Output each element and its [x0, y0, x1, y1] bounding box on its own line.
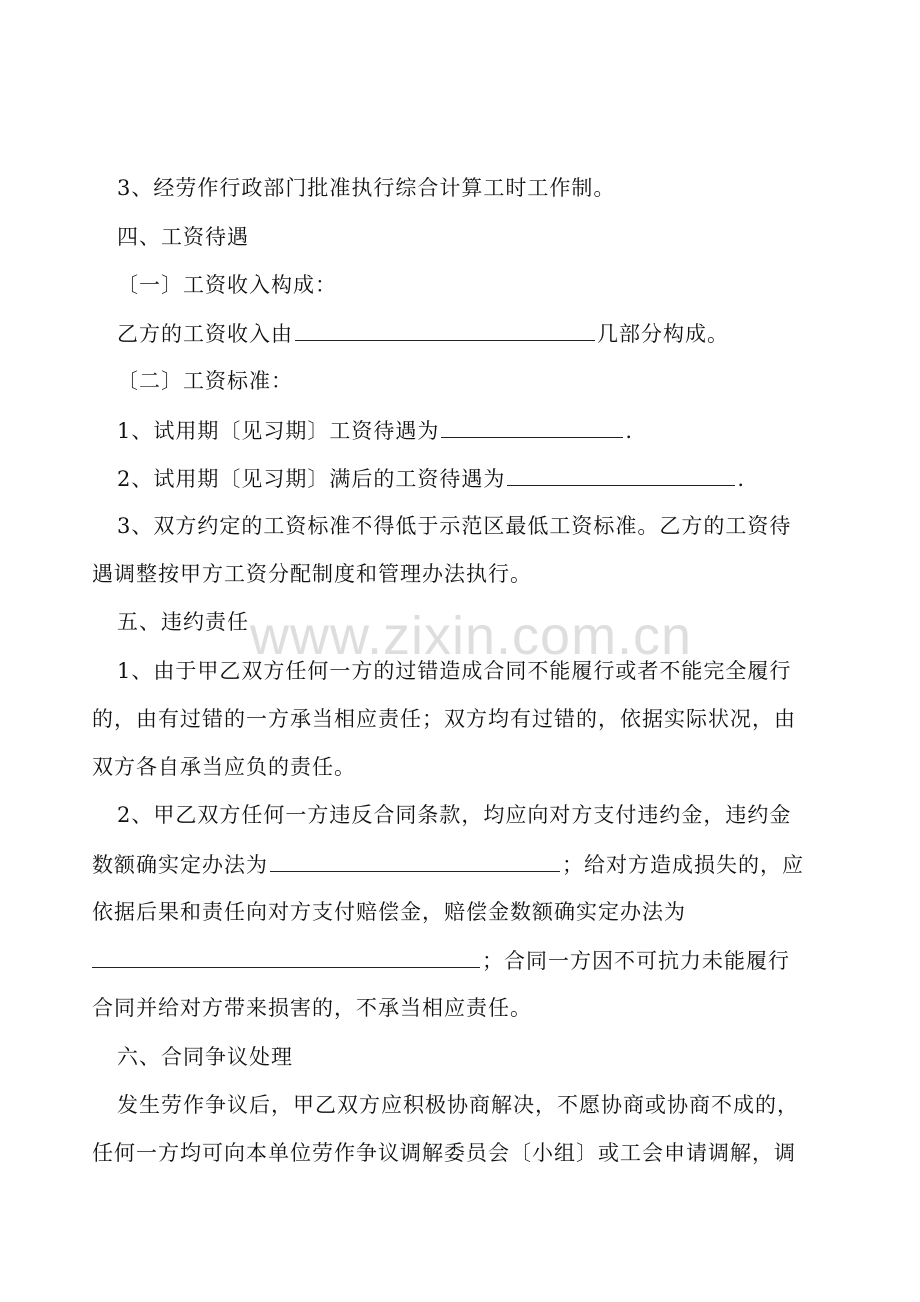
paragraph-line: 3、双方约定的工资标准不得低于示范区最低工资标准。乙方的工资待 [117, 514, 792, 538]
paragraph-line: 合同并给对方带来损害的，不承当相应责任。 [92, 996, 532, 1020]
paragraph-line: 发生劳作争议后，甲乙双方应积极协商解决，不愿协商或协商不成的， [117, 1093, 799, 1117]
fill-in-blank[interactable] [507, 463, 735, 486]
paragraph-line: 乙方的工资收入由 几部分构成。 [117, 318, 857, 349]
paragraph-line: 2、试用期〔见习期〕满后的工资待遇为 . [117, 463, 857, 494]
paragraph-line: 遇调整按甲方工资分配制度和管理办法执行。 [92, 562, 532, 586]
fill-in-blank[interactable] [92, 945, 480, 968]
paragraph-line: 2、甲乙双方任何一方违反合同条款，均应向对方支付违约金，违约金 [117, 803, 792, 827]
paragraph-line: 1、试用期〔见习期〕工资待遇为 . [117, 415, 857, 446]
watermark: www.zixin.com.cn [250, 606, 693, 666]
paragraph-line: 的，由有过错的一方承当相应责任；双方均有过错的，依据实际状况，由 [92, 707, 796, 731]
paragraph-line: ；合同一方因不可抗力未能履行 [92, 945, 832, 976]
paragraph-line: 1、由于甲乙双方任何一方的过错造成合同不能履行或者不能完全履行 [117, 659, 792, 683]
fill-in-blank[interactable] [270, 849, 560, 872]
section-heading-dispute: 六、合同争议处理 [117, 1045, 293, 1069]
section-heading-wages: 四、工资待遇 [117, 225, 249, 249]
section-heading-breach: 五、违约责任 [117, 610, 249, 634]
fill-in-blank[interactable] [441, 415, 623, 438]
subheading-wage-standard: 〔二〕工资标准： [117, 369, 293, 393]
paragraph-line: 3、经劳作行政部门批准执行综合计算工时工作制。 [117, 176, 616, 200]
subheading-income-composition: 〔一〕工资收入构成： [117, 273, 337, 297]
paragraph-line: 双方各自承当应负的责任。 [92, 755, 356, 779]
fill-in-blank[interactable] [295, 318, 595, 341]
paragraph-line: 数额确实定办法为 ；给对方造成损失的，应 [92, 849, 832, 880]
paragraph-line: 任何一方均可向本单位劳作争议调解委员会〔小组〕或工会申请调解，调 [92, 1141, 796, 1165]
paragraph-line: 依据后果和责任向对方支付赔偿金，赔偿金数额确实定办法为 [92, 900, 686, 924]
